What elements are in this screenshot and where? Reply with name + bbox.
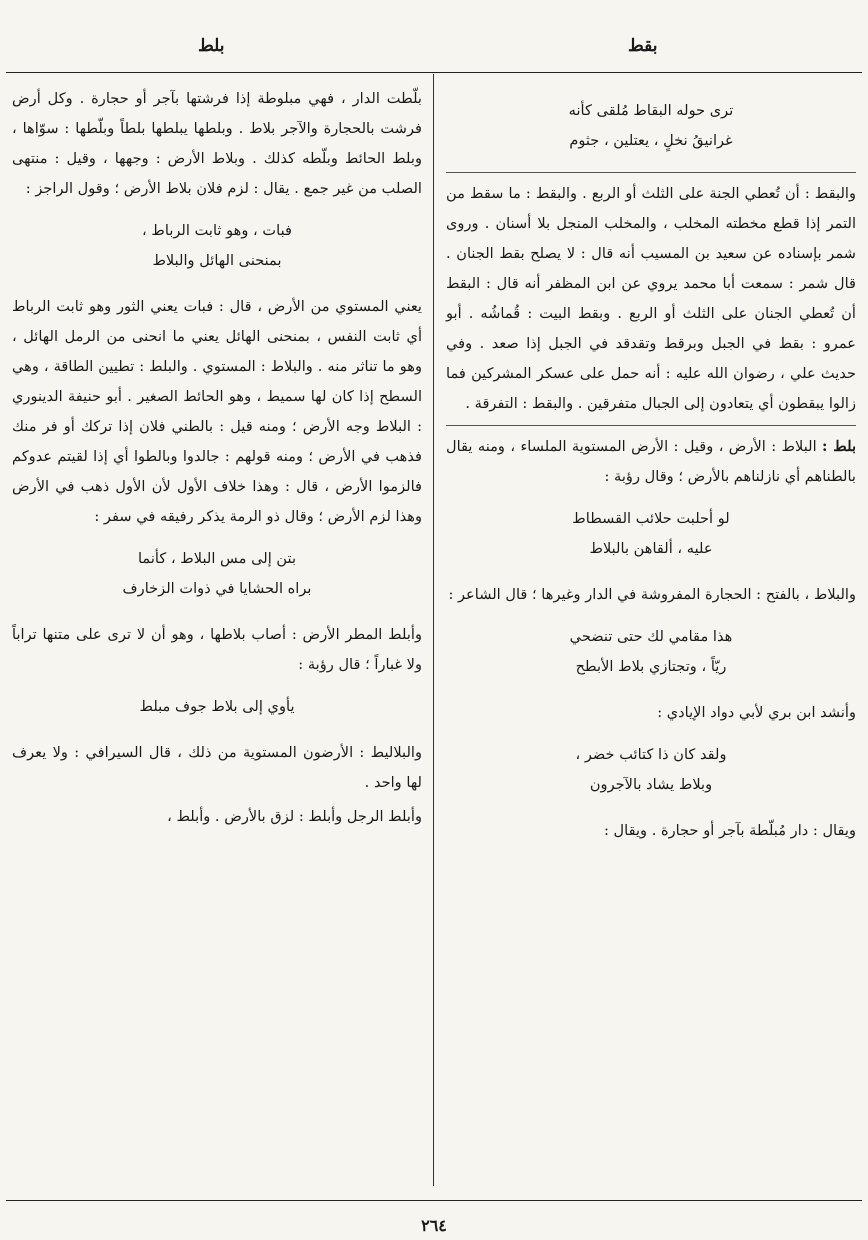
verse-block xyxy=(12,692,422,722)
bottom-rule xyxy=(6,1200,862,1201)
paragraph: وأبلط الرجل وأبلط : لزق بالأرض . وأبلط ، xyxy=(167,808,422,825)
verse-line: عليه ، ألقاهن بالبلاط xyxy=(589,540,713,557)
verse-line: غرانيقُ نخلٍ ، يعتلين ، جثوم xyxy=(569,132,733,149)
verse-block xyxy=(12,216,422,276)
separator xyxy=(446,425,856,426)
paragraph: ويقال : دار مُبلّطة بآجر أو حجارة . ويقال : xyxy=(603,822,856,839)
right-header-word: بقط xyxy=(628,36,658,56)
paragraph: يعني المستوي من الأرض ، قال : فبات يعني الثور وهو ثابت الرباط أي ثابت النفس ، بمنحنى الهائل يعني ما انحنى من الرمل الهائل ، وهو ما تناثر منه . والبلاط : المستوي . والبلط : تطيين الطاقة ، وهي السطح إذا كان لها سميط ، وهو الحائط الصغير . أبو حنيفة الدينوري : البلاط وجه الأرض ؛ ومنه قيل : بالطني فلان إذا تركك أو فر منك فذهب في الأرض ؛ ومنه قولهم : جالدوا وبالطوا أي إذا لقيتم عدوكم فالزموا الأرض ، قال : وهذا خلاف الأول لأن الأول ذهب في الأرض وهذا لزم الأرض ؛ وقال ذو الرمة يذكر رفيقه في سفر : xyxy=(12,298,422,525)
entry-headword: بلط : xyxy=(822,438,857,455)
verse-line: ريّاً ، وتجتازي بلاط الأبطح xyxy=(575,658,727,675)
verse-line: بمنحنى الهائل والبلاط xyxy=(152,252,282,269)
verse-line: لو أحلبت حلائب القسطاط xyxy=(572,510,730,527)
paragraph: والبلاط ، بالفتح : الحجارة المفروشة في الدار وغيرها ؛ قال الشاعر : xyxy=(448,586,856,603)
paragraph: وأبلط المطر الأرض : أصاب بلاطها ، وهو أن لا ترى على متنها تراباً ولا غباراً ؛ قال رؤبة : xyxy=(12,626,422,673)
paragraph: بلّطت الدار ، فهي مبلوطة إذا فرشتها بآجر أو حجارة . وكل أرض فرشت بالحجارة والآجر بلاط . وبلطها يبلطها بلطاً وبلّطها : سوّاها ، وبلط الحائط وبلّطه كذلك . وبلاط الأرض : وجهها ، وقيل : منتهى الصلب من غير جمع . يقال : لزم فلان بلاط الأرض ؛ وقول الراجز : xyxy=(12,90,422,197)
entry-text: البلاط : الأرض ، وقيل : الأرض المستوية الملساء ، ومنه يقال بالطناهم أي نازلناهم بالأرض ؛ وقال رؤبة : xyxy=(446,438,856,485)
paragraph: وأنشد ابن بري لأبي دواد الإيادي : xyxy=(657,704,856,721)
verse-block xyxy=(446,96,856,156)
verse-line: هذا مقامي لك حتى تنضحي xyxy=(569,628,733,645)
left-header-word: بلط xyxy=(198,36,225,56)
page-number: ٢٦٤ xyxy=(421,1216,447,1235)
column-divider xyxy=(433,74,434,1186)
verse-block xyxy=(446,622,856,682)
verse-line: ترى حوله البقاط مُلقى كأنه xyxy=(568,102,734,119)
verse-line: بتن إلى مس البلاط ، كأنما xyxy=(137,550,297,567)
verse-block xyxy=(446,504,856,564)
paragraph: والبقط : أن تُعطي الجنة على الثلث أو الربع . والبقط : ما سقط من التمر إذا قطع مخطته المخلب ، والمخلب المنجل بلا أسنان . وروى شمر بإسناده عن سعيد بن المسيب أنه قال : لا يصلح بقط الجنان . قال شمر : سمعت أبا محمد يروي عن ابن المظفر أنه قال : البقط أن تُعطي الجنان على الثلث أو الربع . وبقط البيت : قُماشُه . أبو عمرو : بقط في الجبل وبرقط وتقدقد في الجبل إذا صعد . وفي حديث علي ، رضوان الله عليه : أنه حمل على عسكر المشركين فما زالوا يبقطون أي يتعادون إلى الجبال متفرقين . والبقط : التفرقة . xyxy=(446,185,856,412)
right-column xyxy=(446,84,856,850)
verse-line: فبات ، وهو ثابت الرباط ، xyxy=(142,222,292,239)
verse-line: يأوي إلى بلاط جوف مبلط xyxy=(139,698,295,715)
verse-block xyxy=(12,544,422,604)
verse-line: ولقد كان ذا كتائب خضر ، xyxy=(575,746,727,763)
separator xyxy=(446,172,856,173)
verse-line: وبلاط يشاد بالآجرون xyxy=(589,776,713,793)
top-rule xyxy=(6,72,862,73)
entry-paragraph xyxy=(446,432,856,492)
left-column xyxy=(12,84,422,836)
verse-block xyxy=(446,740,856,800)
paragraph: والبلاليط : الأرضون المستوية من ذلك ، قال السيرافي : ولا يعرف لها واحد . xyxy=(12,744,422,791)
verse-line: براه الحشايا في ذوات الزخارف xyxy=(122,580,312,597)
